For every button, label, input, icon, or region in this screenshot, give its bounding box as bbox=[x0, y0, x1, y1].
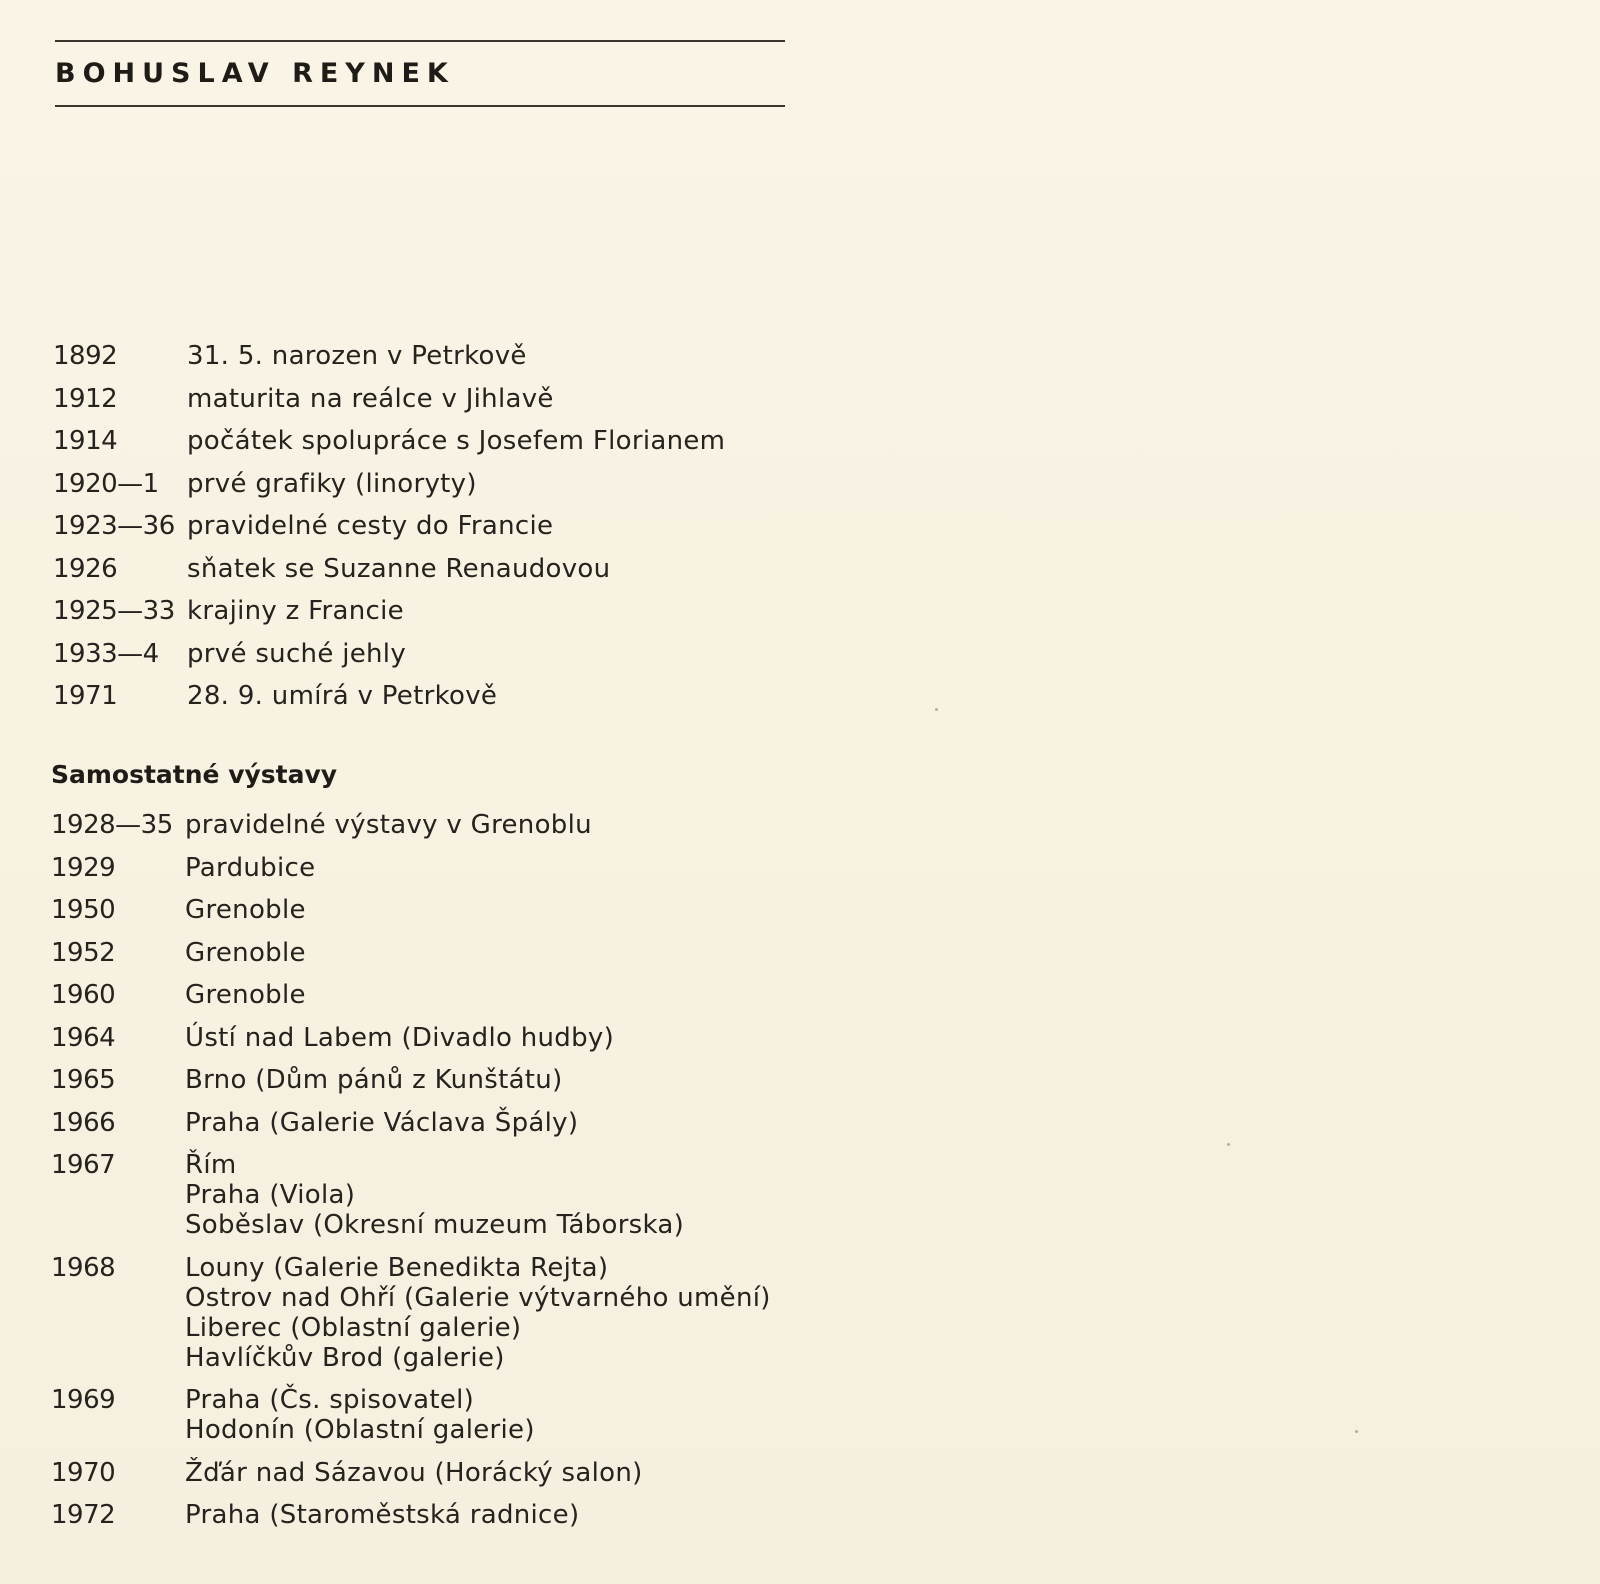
timeline-row bbox=[53, 384, 725, 427]
exhibition-row bbox=[51, 1500, 771, 1530]
exhibition-place: Grenoble bbox=[185, 980, 306, 1010]
exhibition-row bbox=[51, 1065, 771, 1095]
page-title: BOHUSLAV REYNEK bbox=[55, 58, 455, 89]
timeline-year: 1912 bbox=[53, 383, 118, 414]
timeline-year: 1914 bbox=[53, 426, 118, 456]
timeline-year: 1923—36 bbox=[53, 511, 175, 541]
exhibition-row bbox=[51, 895, 771, 925]
timeline-row bbox=[53, 426, 725, 469]
timeline-year: 1971 bbox=[53, 681, 118, 711]
timeline-event: prvé suché jehly bbox=[187, 638, 407, 669]
exhibition-year: 1972 bbox=[51, 1500, 116, 1530]
timeline-year: 1926 bbox=[53, 553, 118, 584]
exhibition-places bbox=[185, 1065, 563, 1095]
timeline-row bbox=[53, 639, 725, 682]
exhibition-year: 1964 bbox=[51, 1022, 116, 1053]
exhibition-places bbox=[185, 1150, 684, 1240]
exhibition-places bbox=[185, 1023, 614, 1053]
timeline-row bbox=[53, 511, 725, 554]
timeline-row bbox=[53, 596, 725, 639]
exhibition-year: 1950 bbox=[51, 895, 116, 925]
exhibition-row bbox=[51, 1253, 771, 1373]
exhibition-place: Ústí nad Labem (Divadlo hudby) bbox=[185, 1022, 615, 1053]
exhibition-places bbox=[185, 1108, 578, 1138]
exhibition-place: Louny (Galerie Benedikta Rejta) bbox=[185, 1252, 609, 1283]
exhibition-year: 1968 bbox=[51, 1252, 116, 1283]
exhibition-year: 1952 bbox=[51, 937, 116, 968]
exhibition-row bbox=[51, 1108, 771, 1138]
timeline-year: 1925—33 bbox=[53, 596, 175, 626]
timeline-event: prvé grafiky (linoryty) bbox=[187, 468, 477, 499]
exhibition-places bbox=[185, 895, 306, 925]
exhibition-place: Pardubice bbox=[185, 852, 316, 883]
timeline-row bbox=[53, 681, 725, 724]
paper-speck bbox=[1227, 1143, 1230, 1146]
exhibition-row bbox=[51, 1023, 771, 1053]
exhibition-places bbox=[185, 1385, 535, 1445]
exhibition-places bbox=[185, 1500, 579, 1530]
exhibition-year: 1970 bbox=[51, 1457, 116, 1488]
exhibition-year: 1965 bbox=[51, 1065, 116, 1095]
timeline-row bbox=[53, 469, 725, 512]
exhibition-places bbox=[185, 980, 306, 1010]
exhibition-row bbox=[51, 980, 771, 1010]
exhibitions-list bbox=[51, 810, 771, 1543]
timeline-year: 1892 bbox=[53, 341, 118, 371]
exhibition-place: Praha (Čs. spisovatel) bbox=[185, 1385, 475, 1415]
exhibition-row bbox=[51, 853, 771, 883]
timeline-event: 28. 9. umírá v Petrkově bbox=[187, 681, 498, 711]
exhibition-place: Praha (Staroměstská radnice) bbox=[185, 1500, 580, 1530]
exhibition-place: Liberec (Oblastní galerie) bbox=[185, 1312, 522, 1343]
bottom-rule bbox=[55, 105, 785, 107]
exhibition-place: Grenoble bbox=[185, 895, 306, 925]
exhibition-year: 1929 bbox=[51, 852, 116, 883]
exhibition-row bbox=[51, 938, 771, 968]
exhibition-place: Řím bbox=[185, 1150, 237, 1180]
exhibition-row bbox=[51, 1150, 771, 1240]
exhibition-place: Soběslav (Okresní muzeum Táborska) bbox=[185, 1210, 685, 1240]
timeline-event: sňatek se Suzanne Renaudovou bbox=[187, 553, 611, 584]
exhibition-place: Brno (Dům pánů z Kunštátu) bbox=[185, 1065, 563, 1095]
paper-speck bbox=[935, 708, 938, 711]
exhibition-places bbox=[185, 938, 306, 968]
timeline-event: počátek spolupráce s Josefem Florianem bbox=[187, 426, 726, 456]
exhibition-year: 1967 bbox=[51, 1150, 116, 1180]
timeline-year: 1933—4 bbox=[53, 638, 159, 669]
top-rule bbox=[55, 40, 785, 42]
biography-timeline bbox=[53, 341, 725, 724]
exhibition-place: Ostrov nad Ohří (Galerie výtvarného umění) bbox=[185, 1282, 771, 1313]
exhibition-row bbox=[51, 1385, 771, 1445]
exhibition-place: Žďár nad Sázavou (Horácký salon) bbox=[185, 1457, 643, 1488]
timeline-event: pravidelné cesty do Francie bbox=[187, 511, 554, 541]
timeline-event: krajiny z Francie bbox=[187, 596, 404, 626]
exhibition-year: 1969 bbox=[51, 1385, 116, 1415]
timeline-event: 31. 5. narozen v Petrkově bbox=[187, 341, 527, 371]
exhibition-place: Hodonín (Oblastní galerie) bbox=[185, 1415, 535, 1445]
exhibition-place: Grenoble bbox=[185, 937, 306, 968]
exhibition-places bbox=[185, 1458, 643, 1488]
exhibition-places bbox=[185, 853, 315, 883]
timeline-year: 1920—1 bbox=[53, 468, 159, 499]
exhibitions-heading: Samostatné výstavy bbox=[51, 760, 338, 789]
exhibition-place: Havlíčkův Brod (galerie) bbox=[185, 1342, 505, 1373]
exhibition-place: Praha (Galerie Václava Špály) bbox=[185, 1107, 579, 1138]
exhibition-row bbox=[51, 1458, 771, 1488]
exhibition-places bbox=[185, 810, 592, 840]
timeline-event: maturita na reálce v Jihlavě bbox=[187, 383, 554, 414]
exhibition-year: 1928—35 bbox=[51, 810, 173, 840]
exhibition-year: 1960 bbox=[51, 980, 116, 1010]
timeline-row bbox=[53, 554, 725, 597]
paper-speck bbox=[1355, 1430, 1358, 1433]
exhibition-row bbox=[51, 810, 771, 840]
exhibition-places bbox=[185, 1253, 771, 1373]
exhibition-year: 1966 bbox=[51, 1107, 116, 1138]
exhibition-place: pravidelné výstavy v Grenoblu bbox=[185, 810, 592, 840]
exhibition-place: Praha (Viola) bbox=[185, 1180, 356, 1210]
timeline-row bbox=[53, 341, 725, 384]
